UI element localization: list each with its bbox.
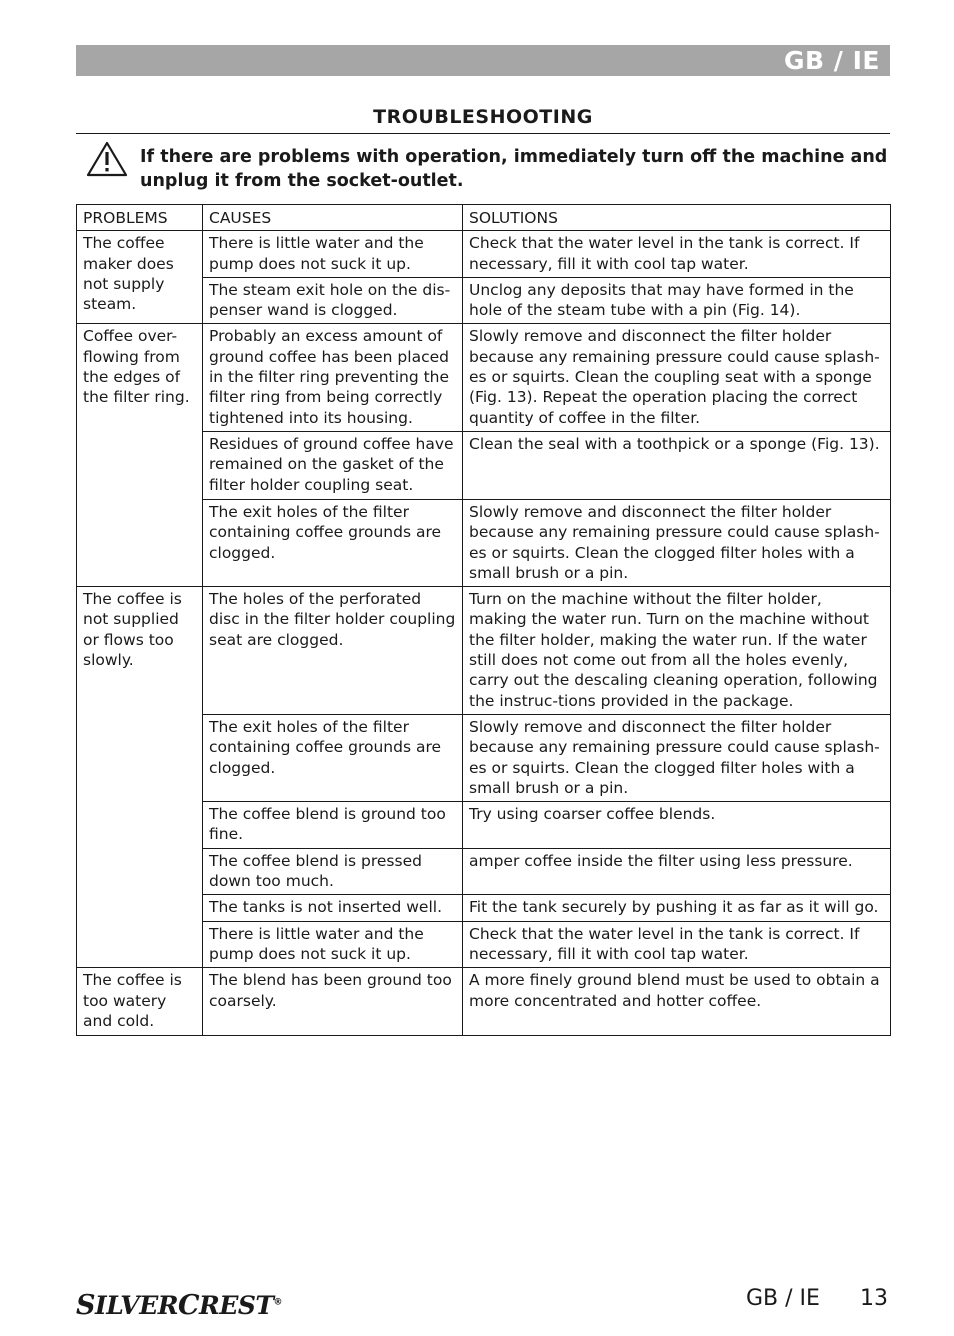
cause-cell: Probably an excess amount of ground coffee has been placed in the filter ring preventing the filter ring from being correctly tightened into its housing. (203, 324, 463, 431)
registered-mark: ® (273, 1297, 283, 1308)
table-header-row (77, 205, 891, 231)
solution-cell: Unclog any deposits that may have formed in the hole of the steam tube with a pin (Fig. 14). (463, 277, 891, 324)
solution-cell: amper coffee inside the filter using less pressure. (463, 848, 891, 895)
solution-cell: Clean the seal with a toothpick or a sponge (Fig. 13). (463, 431, 891, 499)
warning-text: If there are problems with operation, immediately turn off the machine and unplug it from the socket-outlet. (140, 147, 888, 191)
cause-cell: The coffee blend is ground too fine. (203, 802, 463, 849)
problem-cell: The coffee is too watery and cold. (77, 968, 203, 1036)
solution-cell: A more finely ground blend must be used to obtain a more concentrated and hotter coffee. (463, 968, 891, 1036)
problem-cell: The coffee is not supplied or flows too slowly. (77, 587, 203, 968)
solution-cell: Check that the water level in the tank is correct. If necessary, fill it with cool tap water. (463, 921, 891, 968)
cause-cell: The steam exit hole on the dis-penser wand is clogged. (203, 277, 463, 324)
cause-cell: The tanks is not inserted well. (203, 895, 463, 921)
table-row (77, 231, 891, 278)
problem-cell: Coffee over-flowing from the edges of the filter ring. (77, 324, 203, 587)
troubleshooting-table (76, 204, 891, 1036)
table-row (77, 324, 891, 431)
logo-letter-s: S (76, 1290, 95, 1321)
warning-triangle-icon (86, 141, 128, 177)
header-language-label: GB / IE (784, 46, 880, 75)
column-header-causes: CAUSES (203, 205, 463, 231)
cause-cell: The exit holes of the filter containing coffee grounds are clogged. (203, 499, 463, 586)
header-bar (76, 45, 890, 76)
table-row (77, 587, 891, 715)
cause-cell: The holes of the perforated disc in the filter holder coupling seat are clogged. (203, 587, 463, 715)
logo-letter-c: C (178, 1290, 200, 1321)
column-header-solutions: SOLUTIONS (463, 205, 891, 231)
solution-cell: Try using coarser coffee blends. (463, 802, 891, 849)
solution-cell: Slowly remove and disconnect the filter holder because any remaining pressure could cause splash-es or squirts. Clean the clogged filter holes with a small brush or a pin. (463, 714, 891, 801)
column-header-problems: PROBLEMS (77, 205, 203, 231)
solution-cell: Fit the tank securely by pushing it as far as it will go. (463, 895, 891, 921)
page-title: TROUBLESHOOTING (373, 106, 593, 128)
footer-language-label: GB / IE (746, 1286, 820, 1311)
solution-cell: Turn on the machine without the filter holder, making the water run. Turn on the machine without the filter holder, making the water run. If the water still does not come out from all the holes evenly, carry out the descaling cleaning operation, following the instruc-tions provided in the package. (463, 587, 891, 715)
solution-cell: Slowly remove and disconnect the filter holder because any remaining pressure could cause splash-es or squirts. Clean the coupling seat with a sponge (Fig. 13). Repeat the operation placing the correct quantity of coffee in the filter. (463, 324, 891, 431)
solution-cell: Slowly remove and disconnect the filter holder because any remaining pressure could cause splash-es or squirts. Clean the clogged filter holes with a small brush or a pin. (463, 499, 891, 586)
title-divider (76, 133, 890, 134)
solution-cell: Check that the water level in the tank is correct. If necessary, fill it with cool tap water. (463, 231, 891, 278)
silvercrest-logo (76, 1290, 282, 1321)
cause-cell: The coffee blend is pressed down too much. (203, 848, 463, 895)
logo-part-ilver: ILVER (95, 1291, 179, 1320)
logo-part-rest: REST (199, 1291, 274, 1320)
cause-cell: Residues of ground coffee have remained on the gasket of the filter holder coupling seat. (203, 431, 463, 499)
problem-cell: The coffee maker does not supply steam. (77, 231, 203, 324)
cause-cell: There is little water and the pump does not suck it up. (203, 231, 463, 278)
cause-cell: The exit holes of the filter containing coffee grounds are clogged. (203, 714, 463, 801)
page-number: 13 (860, 1286, 888, 1311)
cause-cell: The blend has been ground too coarsely. (203, 968, 463, 1036)
cause-cell: There is little water and the pump does not suck it up. (203, 921, 463, 968)
table-row (77, 968, 891, 1036)
